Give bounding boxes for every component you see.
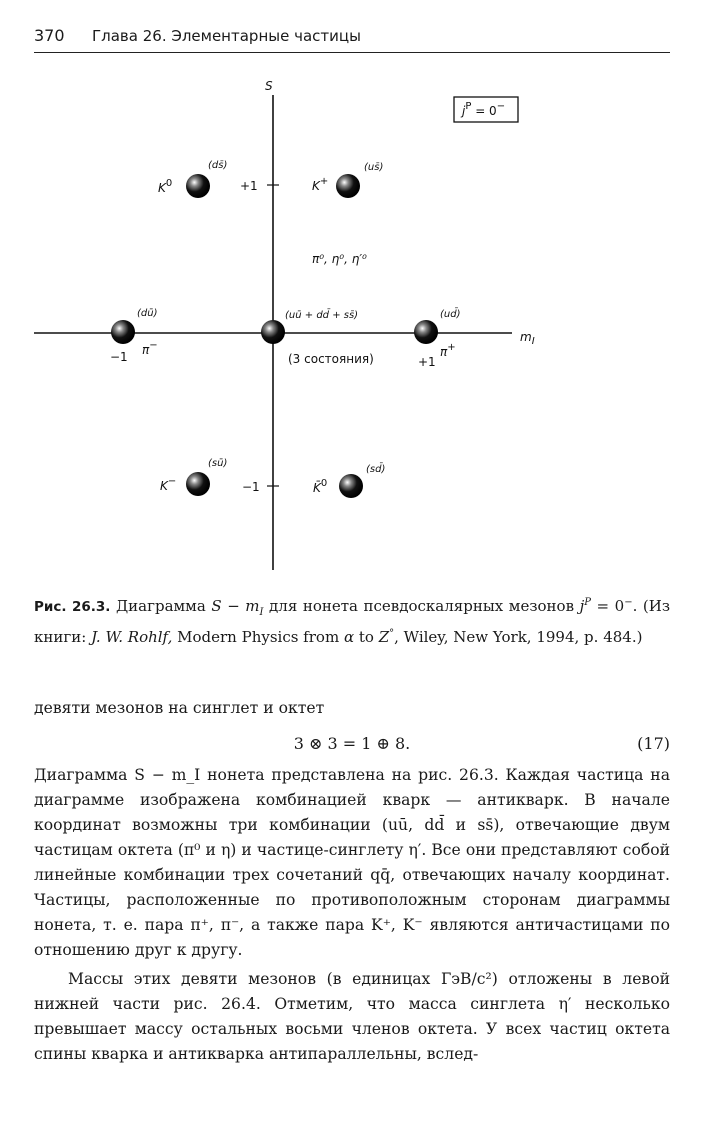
- tick-m-plus-label: +1: [418, 355, 436, 369]
- body-line-1: девяти мезонов на синглет и октет: [34, 699, 325, 717]
- s-axis-label: S: [265, 79, 273, 93]
- equation-row: [34, 725, 670, 763]
- caption-math: α: [343, 628, 355, 646]
- paragraph-1: Диаграмма S − m_I нонета представлена на рис. 26.3. Каждая частица на диаграмме изображена комбинацией кварк — антикварк. В начале координат возможны три комбинации (uū, dd̄ и ss̄), отвечающие двум частицам октета (π⁰ и η) и частице-синглету η′. Все они представляют собой линейные комбинации трех сочетаний qq̄, отвечающих началу координат. Частицы, расположенные по противоположным сторонам диаграммы нонета, т. е. пара π⁺, π⁻, а также пара K⁺, K⁻ являются античастицами по отношению друг к другу.: [34, 766, 670, 959]
- caption-text: , Wiley, New York, 1994, p. 484.): [394, 628, 643, 646]
- meson-nonet-diagram: [0, 60, 708, 580]
- caption-label: Рис. 26.3.: [34, 599, 111, 615]
- tick-s-minus-label: −1: [242, 480, 260, 494]
- caption-math-sub: I: [259, 607, 264, 618]
- figure-caption: [34, 592, 670, 648]
- meson-k0bar-label: K̄$^0$: [313, 478, 328, 495]
- meson-k0: [186, 174, 210, 198]
- meson-kplus-label: K+: [312, 176, 329, 193]
- caption-math: Z: [378, 628, 390, 646]
- caption-text: для нонета псевдоскалярных мезонов: [263, 597, 580, 615]
- caption-math-sup: °: [389, 628, 395, 639]
- body-text: [34, 696, 670, 1067]
- caption-text: Диаграмма: [110, 597, 212, 615]
- center-combo: (uū + dd̄ + ss̄): [285, 310, 359, 321]
- meson-piplus-label: π+: [440, 342, 456, 359]
- meson-k0-quarks: (ds̄): [208, 160, 228, 171]
- paragraph-2: Массы этих девяти мезонов (в единицах ГэВ/c²) отложены в левой нижней части рис. 26.4. Отметим, что масса синглета η′ несколько превышает массу остальных восьми членов октета. У всех частиц октета спины кварка и антикварка антипараллельны, вслед-: [34, 970, 670, 1063]
- meson-piplus-quarks: (ud̄): [440, 309, 461, 320]
- meson-center: [261, 320, 285, 344]
- meson-piminus: [111, 320, 135, 344]
- meson-kminus-label: K−: [160, 476, 177, 493]
- caption-text: to: [354, 628, 379, 646]
- caption-math-sup: −: [624, 597, 633, 608]
- center-states: (3 состояния): [288, 352, 374, 366]
- caption-text: Modern Physics from: [172, 628, 344, 646]
- caption-math-sup: P: [584, 597, 591, 608]
- page-header: [34, 22, 670, 53]
- chapter-title: Глава 26. Элементарные частицы: [92, 27, 361, 45]
- meson-kminus: [186, 472, 210, 496]
- meson-kplus: [336, 174, 360, 198]
- meson-kminus-quarks: (sū): [208, 458, 228, 469]
- meson-k0bar: [339, 474, 363, 498]
- equation-number: (17): [637, 734, 670, 753]
- tick-m-minus-label: −1: [110, 350, 128, 364]
- jp-label: $j^P = 0^-$: [462, 101, 506, 118]
- caption-author: J. W. Rohlf,: [91, 628, 173, 646]
- meson-k0bar-quarks: (sd̄): [366, 464, 386, 475]
- page-number: 370: [34, 26, 65, 45]
- meson-k0-label: $K^0$: [158, 178, 173, 195]
- meson-kplus-quarks: (us̄): [364, 162, 384, 173]
- caption-math: j: [579, 597, 585, 615]
- caption-text: . (Из книги:: [34, 597, 671, 646]
- caption-math: S − m: [211, 597, 260, 615]
- caption-math: = 0: [590, 597, 625, 615]
- mi-axis-label: $m_I$: [520, 330, 535, 347]
- tick-s-plus-label: +1: [240, 179, 258, 193]
- equation: 3 ⊗ 3 = 1 ⊕ 8.: [293, 734, 411, 753]
- meson-piminus-quarks: (dū): [137, 308, 158, 319]
- center-particles: π⁰, η⁰, η′⁰: [312, 252, 367, 266]
- meson-piplus: [414, 320, 438, 344]
- meson-piminus-label: π−: [142, 340, 158, 357]
